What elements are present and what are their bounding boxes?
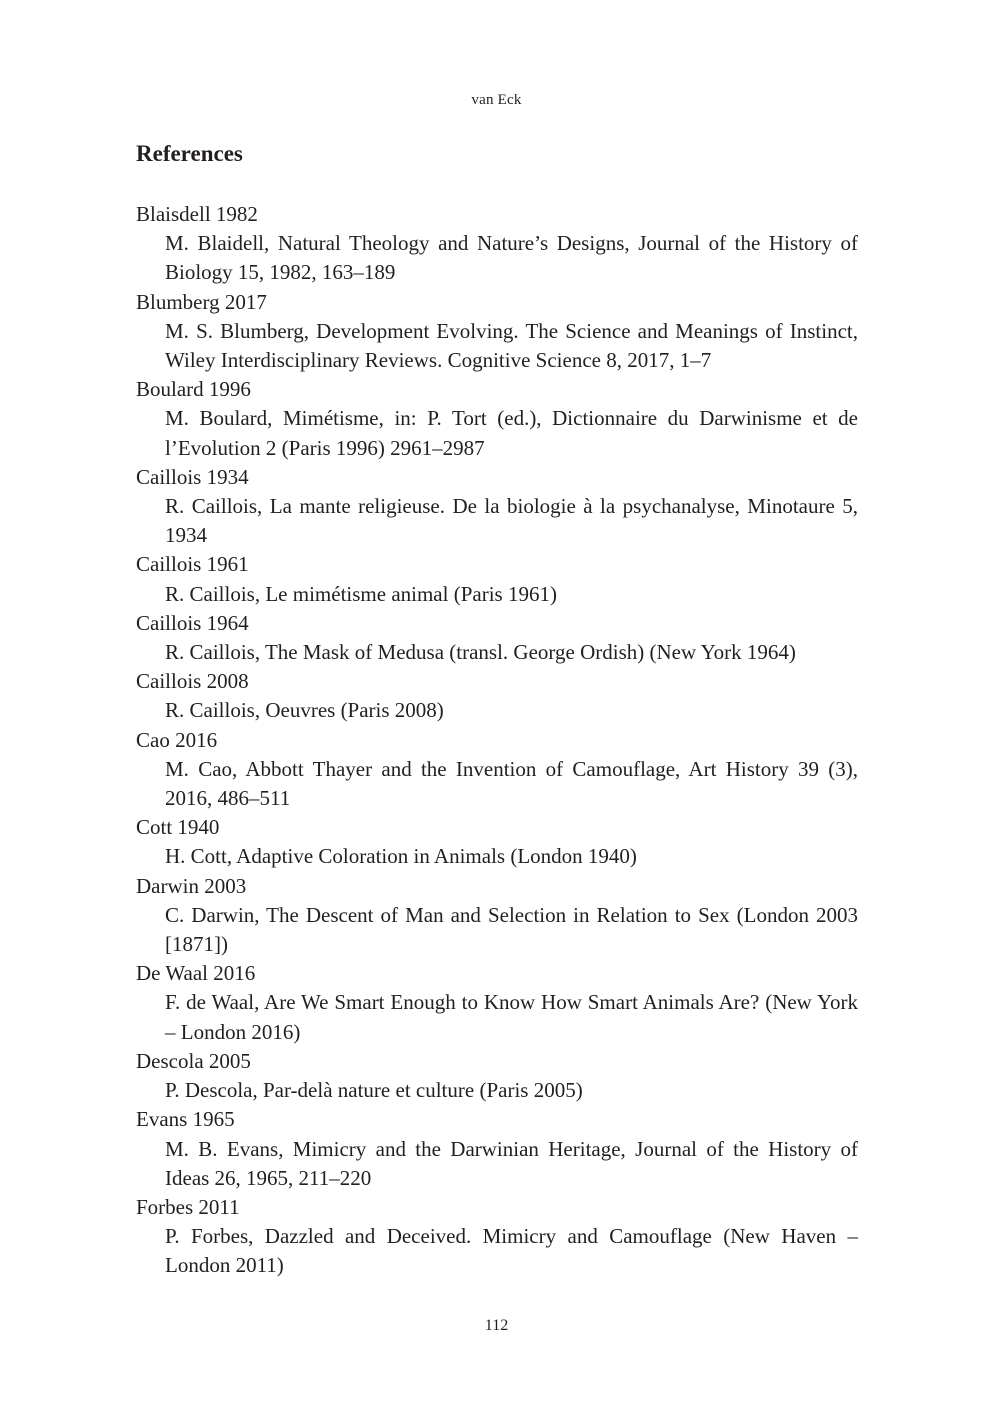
reference-entry — [136, 726, 858, 814]
reference-citation: M. S. Blumberg, Development Evolving. The Science and Meanings of Instinct, Wiley Interdisciplinary Reviews. Cognitive Science 8, 2017, 1–7 — [165, 318, 858, 373]
reference-citation: M. Blaidell, Natural Theology and Nature’s Designs, Journal of the History of Biology 15, 1982, 163–189 — [165, 231, 858, 285]
reference-citation: R. Caillois, La mante religieuse. De la biologie à la psychanalyse, Minotaure 5, 1934 — [165, 494, 858, 548]
reference-entry — [136, 959, 858, 1047]
running-head: van Eck — [471, 92, 522, 108]
reference-entry — [136, 200, 858, 288]
reference-citation: R. Caillois, Le mimétisme animal (Paris 1961) — [165, 581, 557, 606]
reference-entry — [136, 375, 858, 463]
reference-citation: M. B. Evans, Mimicry and the Darwinian Heritage, Journal of the History of Ideas 26, 1965, 211–220 — [165, 1136, 858, 1190]
reference-key: Cao 2016 — [136, 727, 218, 752]
reference-key: De Waal 2016 — [136, 961, 256, 986]
reference-entry — [136, 550, 858, 608]
reference-entry — [136, 667, 858, 725]
reference-citation: M. Boulard, Mimétisme, in: P. Tort (ed.), Dictionnaire du Darwinisme et de l’Evolution 2 (Paris 1996) 2961–2987 — [165, 406, 858, 460]
reference-citation: F. de Waal, Are We Smart Enough to Know How Smart Animals Are? (New York – London 2016) — [165, 990, 858, 1044]
reference-entry — [136, 1193, 858, 1281]
reference-key: Blaisdell 1982 — [136, 202, 258, 226]
reference-citation: M. Cao, Abbott Thayer and the Invention of Camouflage, Art History 39 (3), 2016, 486–511 — [165, 756, 858, 811]
reference-key: Caillois 2008 — [136, 669, 249, 694]
reference-citation: R. Caillois, Oeuvres (Paris 2008) — [165, 698, 444, 723]
reference-citation: H. Cott, Adaptive Coloration in Animals (London 1940) — [165, 844, 637, 869]
reference-key: Evans 1965 — [136, 1107, 235, 1132]
reference-key: Boulard 1996 — [136, 377, 251, 402]
reference-key: Darwin 2003 — [136, 873, 247, 898]
reference-list — [136, 200, 858, 1281]
reference-entry — [136, 609, 858, 667]
reference-citation: P. Forbes, Dazzled and Deceived. Mimicry and Camouflage (New Haven – London 2011) — [165, 1224, 858, 1278]
reference-entry — [136, 1105, 858, 1193]
reference-key: Blumberg 2017 — [136, 289, 267, 314]
reference-key: Cott 1940 — [136, 815, 220, 840]
reference-key: Caillois 1934 — [136, 464, 249, 489]
reference-entry — [136, 872, 858, 960]
reference-entry — [136, 463, 858, 551]
reference-entry — [136, 1047, 858, 1105]
reference-entry — [136, 813, 858, 871]
reference-key: Descola 2005 — [136, 1048, 251, 1073]
reference-citation: R. Caillois, The Mask of Medusa (transl. George Ordish) (New York 1964) — [165, 640, 796, 665]
page-number: 112 — [484, 1317, 509, 1334]
reference-key: Caillois 1961 — [136, 552, 249, 577]
reference-key: Forbes 2011 — [136, 1194, 240, 1219]
section-title: References — [136, 141, 243, 166]
reference-citation: C. Darwin, The Descent of Man and Selection in Relation to Sex (London 2003 [1871]) — [165, 902, 858, 957]
reference-key: Caillois 1964 — [136, 610, 249, 635]
reference-citation: P. Descola, Par-delà nature et culture (Paris 2005) — [165, 1078, 583, 1103]
reference-entry — [136, 288, 858, 376]
